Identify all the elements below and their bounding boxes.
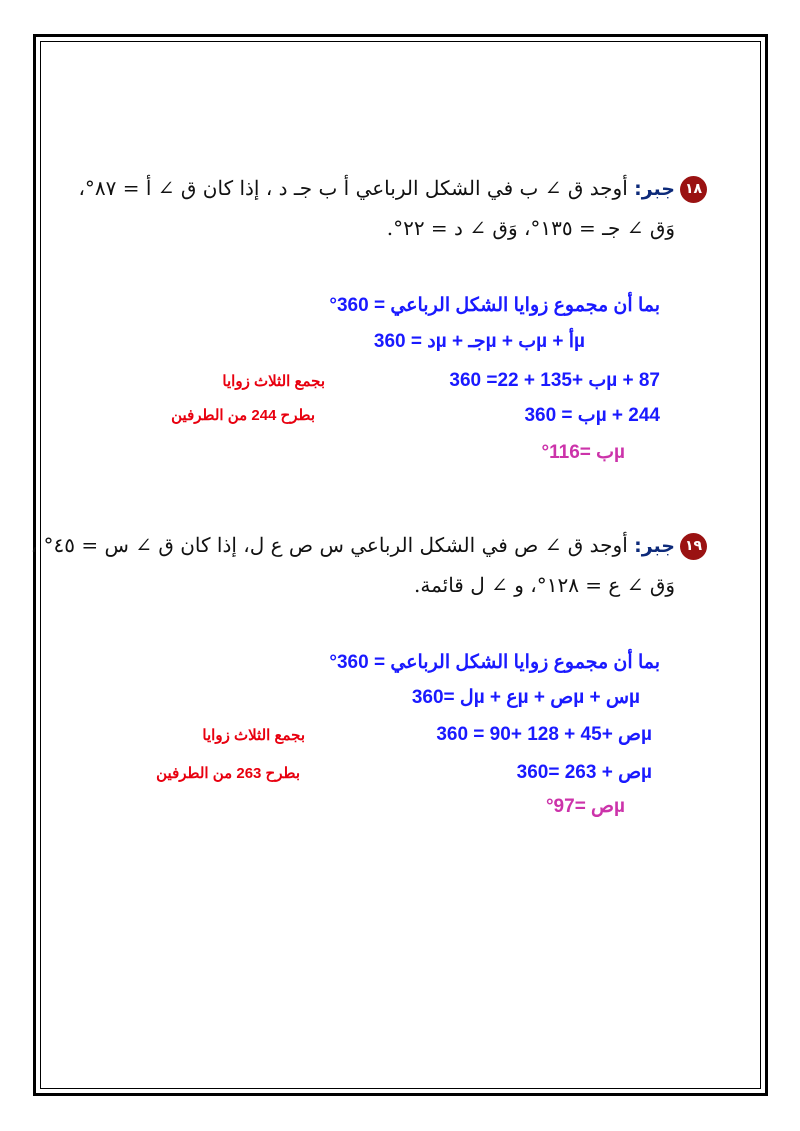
problem-19-step-3: µص +45 + 128 +90 = 360 [436, 724, 652, 745]
problem-19-text-1: أوجد ق ∠ ص في الشكل الرباعي س ص ع ل، إذا كان ق ∠ س = ٤٥° ، [30, 533, 628, 557]
problem-18-line-1 [78, 176, 675, 200]
problem-19-step-4-note: بطرح 263 من الطرفين [156, 765, 300, 782]
problem-18-step-2: µأ + µب + µجـ + µد = 360 [373, 331, 585, 352]
problem-18-line-2: وَق ∠ جـ = ١٣٥°، وَق ∠ د = ٢٢°. [386, 216, 675, 240]
problem-19-step-3-note: بجمع الثلاث زوايا [202, 727, 305, 744]
problem-18-step-4-note: بطرح 244 من الطرفين [171, 407, 315, 424]
problem-19-number-badge: ١٩ [680, 533, 707, 560]
problem-18-step-3-note: بجمع الثلاث زوايا [222, 373, 325, 390]
problem-19-keyword: جبر: [634, 535, 675, 557]
problem-18-keyword: جبر: [634, 178, 675, 200]
problem-19-step-4: µص + 263 =360 [516, 762, 652, 783]
problem-18-step-4: 244 + µب = 360 [524, 405, 660, 426]
problem-18-number-badge: ١٨ [680, 176, 707, 203]
problem-18-step-3: 87 + µب +135 + 22= 360 [449, 370, 660, 391]
problem-19-step-2: µس + µص + µع + µل =360 [411, 687, 640, 708]
problem-18-result: µب =116° [541, 442, 625, 463]
problem-18-step-1: بما أن مجموع زوايا الشكل الرباعي = 360° [329, 295, 660, 316]
problem-18-text-1: أوجد ق ∠ ب في الشكل الرباعي أ ب جـ د ، إذا كان ق ∠ أ = ٨٧°، [78, 176, 628, 200]
problem-19-step-1: بما أن مجموع زوايا الشكل الرباعي = 360° [329, 652, 660, 673]
problem-19-line-1 [31, 533, 675, 557]
problem-19-result: µص =97° [545, 796, 625, 817]
problem-19-line-2: وَق ∠ ع = ١٢٨°، و ∠ ل قائمة. [414, 573, 675, 597]
